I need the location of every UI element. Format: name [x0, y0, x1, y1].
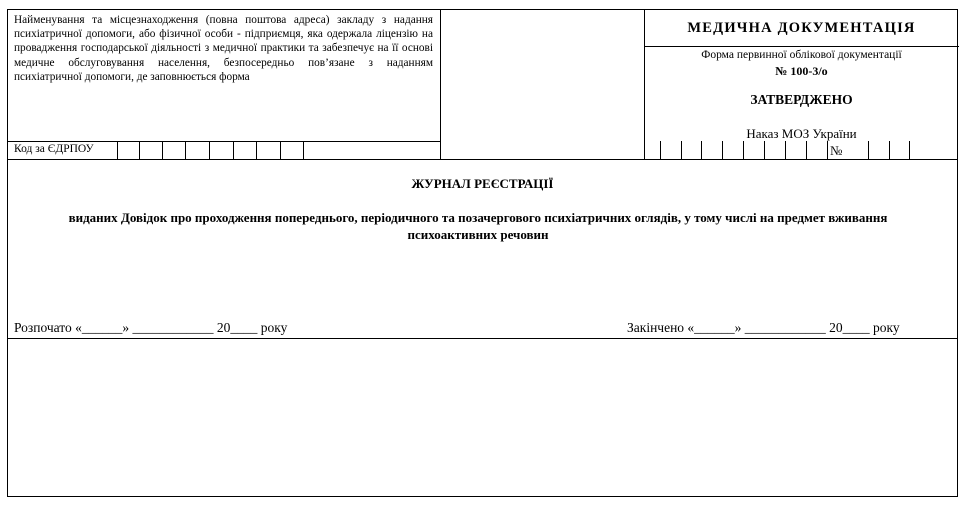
order-cell-tick [889, 141, 890, 159]
form-frame [7, 9, 958, 497]
order-cell-tick [722, 141, 723, 159]
order-cell-tick [764, 141, 765, 159]
approved-label: ЗАТВЕРДЖЕНО [750, 92, 853, 107]
edrpou-cell [280, 142, 281, 160]
journal-title: ЖУРНАЛ РЕЄСТРАЦІЇ [411, 176, 554, 191]
edrpou-cell [256, 142, 257, 160]
order-number-sign: № [830, 143, 843, 158]
edrpou-cell [162, 142, 163, 160]
edrpou-cell [117, 142, 118, 160]
edrpou-cell [185, 142, 186, 160]
journal-subtitle: виданих Довідок про проходження попереднього, періодичного та позачергового психіатричних оглядів, у тому числі на предмет вживання психоактивних речовин [68, 210, 888, 242]
medical-documentation-title: МЕДИЧНА ДОКУМЕНТАЦІЯ [687, 20, 916, 36]
order-cell-tick [701, 141, 702, 159]
order-cell-tick [785, 141, 786, 159]
edrpou-label: Код за ЄДРПОУ [14, 143, 94, 155]
order-cell-tick [681, 141, 682, 159]
order-cell-tick [868, 141, 869, 159]
started-date: Розпочато «______» ____________ 20____ року [14, 320, 288, 335]
order-cell-tick [909, 141, 910, 159]
edrpou-cell [303, 142, 304, 160]
edrpou-cell [139, 142, 140, 160]
institution-note: Найменування та місцезнаходження (повна поштова адреса) закладу з надання психіатричної допомоги, або фізичної особи - підприємця, яка одержала ліцензію на провадження господарської діяльності з медичної практики та забезпечує на її основі медичне обслуговування населення, безпосередньо пов’язане з наданням психіатричної допомоги, де заповнюється форма [14, 14, 433, 83]
order-cell-tick [827, 141, 828, 159]
journal-bottom-border [8, 338, 957, 339]
order-cell-tick [743, 141, 744, 159]
header-divider-left [440, 10, 441, 159]
form-name: Форма первинної облікової документації [701, 49, 902, 61]
edrpou-cell [209, 142, 210, 160]
order-label: Наказ МОЗ України [746, 126, 857, 141]
edrpou-cell [233, 142, 234, 160]
title-underline [644, 46, 959, 47]
order-cell-tick [660, 141, 661, 159]
header-bottom-border [8, 159, 957, 160]
form-number: № 100-3/о [775, 64, 828, 78]
order-cell-tick [806, 141, 807, 159]
finished-date: Закінчено «______» ____________ 20____ року [627, 320, 900, 335]
